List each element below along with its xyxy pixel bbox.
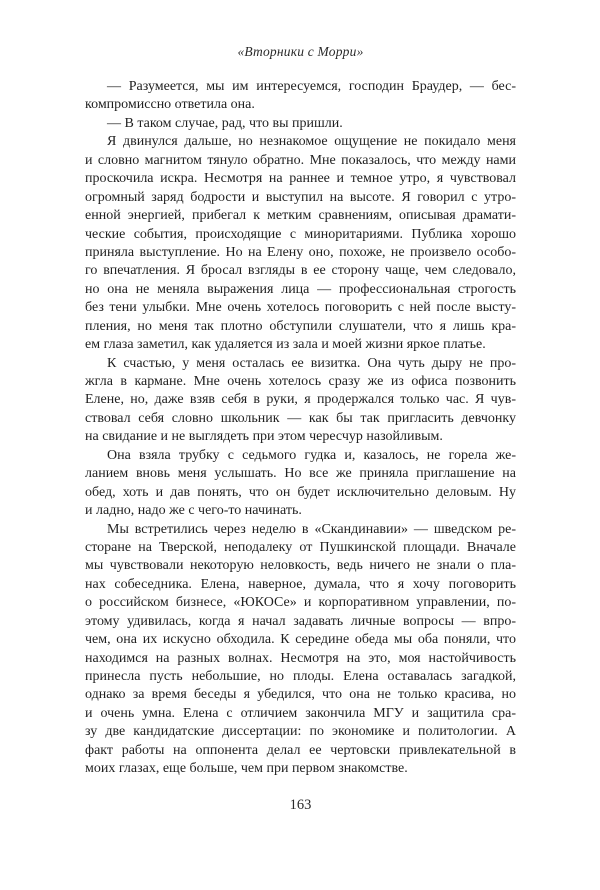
text-line: — Разумеется, мы им интересуемся, господин Браудер, — бес- (107, 79, 516, 94)
text-line: факт работы на оппонента делал ее чертовски привлекательной в (85, 742, 516, 758)
text-line: нах собеседника. Елена, наверное, думала, что я хочу поговорить (85, 576, 516, 592)
text-line: ланием вновь меня услышать. Но все же приняла приглашение на (85, 466, 516, 482)
text-line: о российском бизнесе, «ЮКОСе» и корпоративном управлении, по- (85, 595, 516, 611)
text-line: огромный заряд бодрости и выступил на высоте. Я говорил с утро- (85, 189, 516, 205)
text-line: Елене, но, даже взяв себя в руки, я продержался только час. Я чув- (85, 392, 516, 408)
text-line: ческие события, происходящие с миноритариями. Публика хорошо (85, 226, 516, 242)
text-line: мы чувствовали некоторую неловкость, ведь ничего не знали о пла- (85, 558, 516, 574)
text-line: ем глаза заметил, как удаляется из зала и моей жизни яркое платье. (85, 337, 486, 353)
text-line: Она взяла трубку с седьмого гудка и, казалось, не горела же- (107, 447, 516, 463)
running-header: «Вторники с Морри» (237, 44, 364, 59)
text-line: го впечатления. Я бросал взгляды в ее сторону чаще, чем следовало, (85, 263, 516, 279)
text-line: моих глазах, еще больше, чем при первом знакомстве. (85, 761, 408, 777)
text-line: — В таком случае, рад, что вы пришли. (107, 115, 343, 131)
text-line: Я двинулся дальше, но незнакомое ощущение не покидало меня (107, 134, 516, 150)
text-line: и очень умна. Елена с отличием закончила МГУ и защитила сра- (85, 705, 516, 721)
text-line: компромиссно ответила она. (85, 97, 255, 113)
text-line: жгла в кармане. Мне очень хотелось сразу же из офиса позвонить (85, 374, 516, 389)
text-line: пления, но меня так плотно обступили слушатели, что я лишь кра- (85, 318, 516, 334)
text-line: зу две кандидатские диссертации: по экономике и политологии. А (85, 724, 516, 740)
page-number: 163 (289, 797, 312, 813)
text-line: ствовал себя словно школьник — как бы так пригласить девчонку (85, 410, 516, 426)
text-line: енной энергией, прибегал к метким сравнениям, описывая драмати- (85, 208, 516, 224)
text-body (85, 78, 516, 779)
text-line: без тени улыбки. Мне очень хотелось поговорить с ней после высту- (85, 300, 516, 316)
text-line: принесла пусть небольшие, но плоды. Елена оставалась загадкой, (85, 669, 516, 684)
text-line: однако за время беседы я убедился, что она не только красива, но (85, 687, 516, 703)
text-line: К счастью, у меня осталась ее визитка. Она чуть дыру не про- (107, 355, 516, 371)
text-line: находимся на разных волнах. Несмотря на это, моя настойчивость (85, 650, 516, 666)
text-line: на свидание и не выглядеть при этом чересчур назойливым. (85, 429, 443, 445)
text-line: проскочила искра. Несмотря на раннее и темное утро, я чувствовал (85, 171, 516, 187)
text-line: приняла выступление. Но на Елену оно, похоже, не произвело особо- (85, 244, 516, 260)
text-line: и словно магнитом тянуло обратно. Мне показалось, что между нами (85, 152, 516, 168)
text-line: обед, хоть и дав понять, что он будет исключительно деловым. Ну (85, 484, 516, 500)
text-line: сторане на Тверской, неподалеку от Пушкинской площади. Вначале (85, 539, 516, 555)
text-line: Мы встретились через неделю в «Скандинавии» — шведском ре- (107, 521, 516, 537)
text-line: этому удивилась, когда я начал задавать личные вопросы — впро- (85, 613, 516, 629)
text-line: и ладно, надо же с чего-то начинать. (85, 503, 302, 519)
text-line: но она не меняла выражения лица — профессиональная строгость (85, 281, 516, 297)
text-line: чем, она их искусно обходила. К середине обеда мы оба поняли, что (85, 632, 516, 648)
